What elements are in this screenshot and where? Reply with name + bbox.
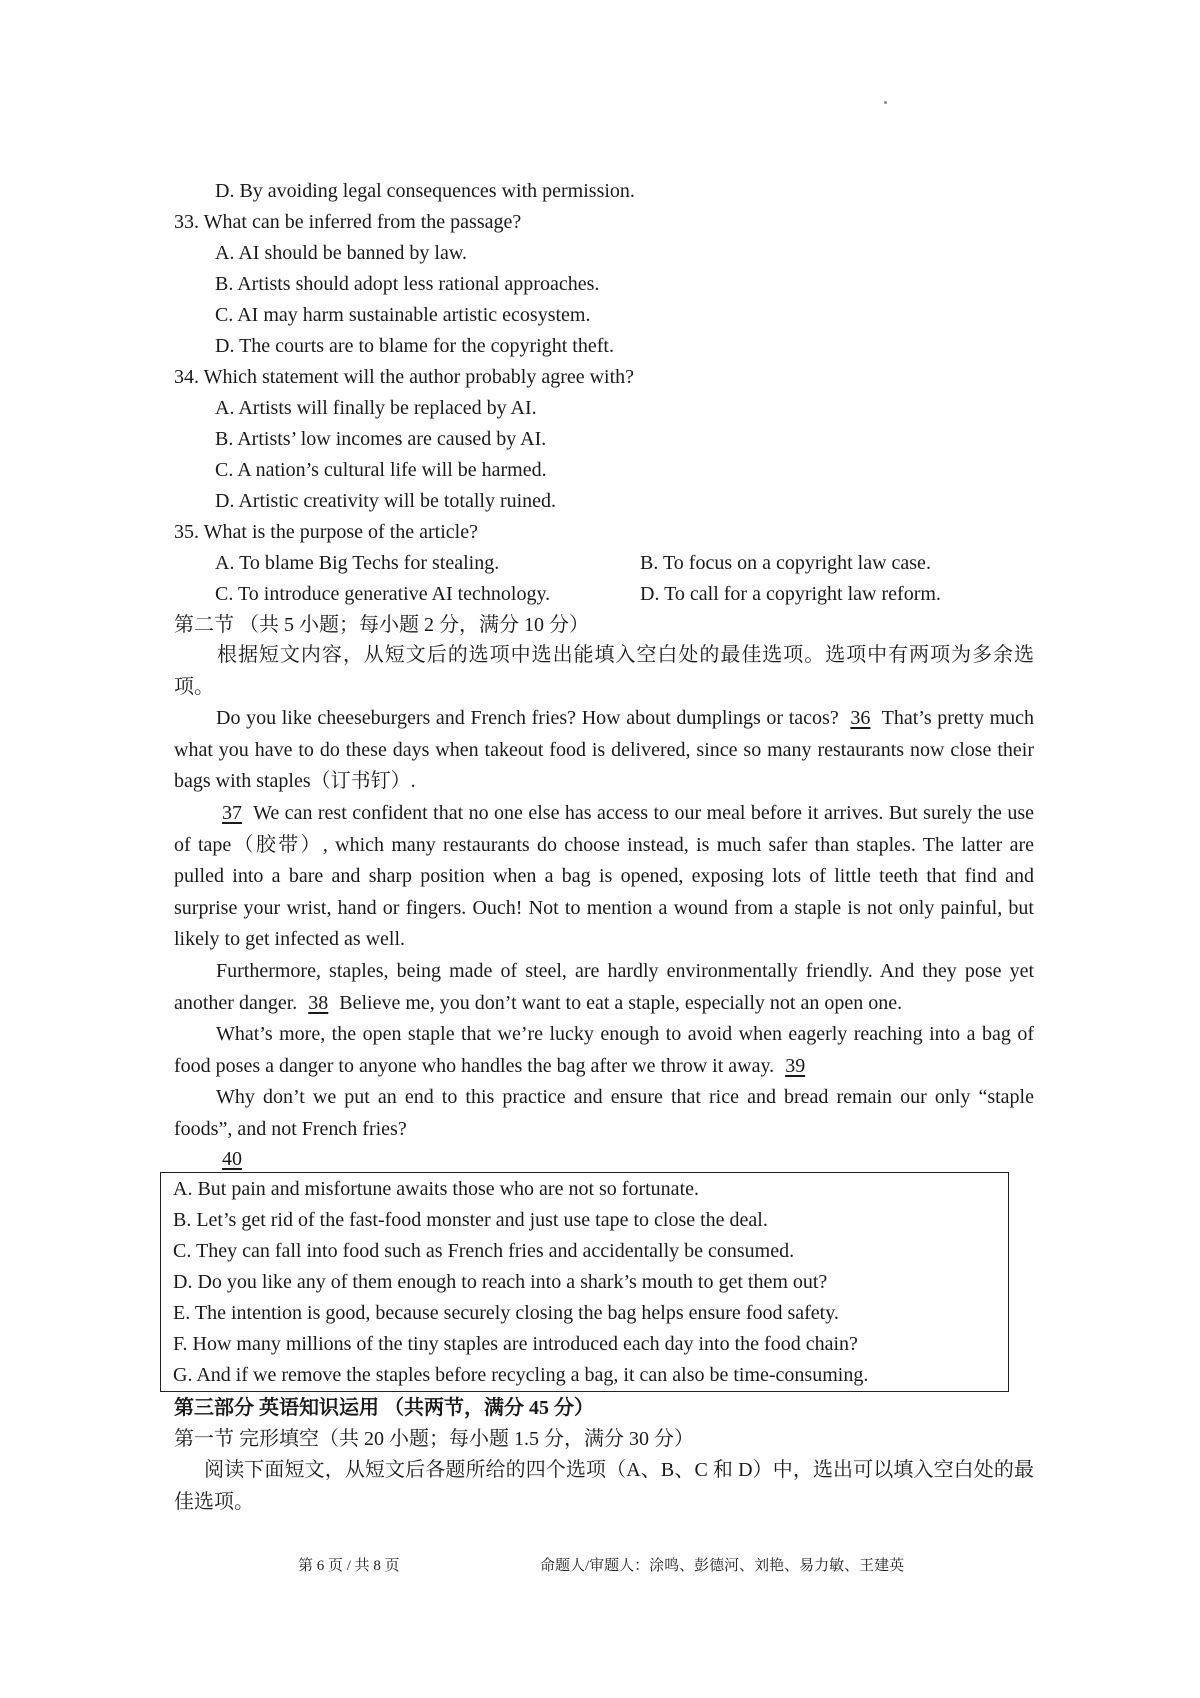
section2-instruction: 根据短文内容，从短文后的选项中选出能填入空白处的最佳选项。选项中有两项为多余选项。 (174, 644, 1034, 698)
passage-paragraph-3: Furthermore, staples, being made of steel, are hardly environmentally friendly. And they pose yet another danger. 38 Believe me, you don’t want to eat a staple, especially not an open one. (174, 956, 1034, 1019)
choice-f: F. How many millions of the tiny staples are introduced each day into the food chain? (173, 1333, 858, 1355)
q35-option-b: B. To focus on a copyright law case. (640, 552, 931, 574)
q34-stem: 34. Which statement will the author probably agree with? (174, 366, 635, 388)
q34-option-d: D. Artistic creativity will be totally ruined. (215, 490, 557, 512)
passage-paragraph-1: Do you like cheeseburgers and French fries? How about dumplings or tacos? 36 That’s pretty much what you have to do these days when takeout food is delivered, since so many restaurants now close their bags with staples（订书钉）. (174, 703, 1034, 798)
page-number: 第 6 页 / 共 8 页 (298, 1558, 400, 1574)
choice-e: E. The intention is good, because securely closing the bag helps ensure food safety. (173, 1302, 839, 1324)
section2-heading: 第二节 （共 5 小题；每小题 2 分，满分 10 分） (174, 614, 589, 636)
q35-stem: 35. What is the purpose of the article? (174, 521, 478, 543)
q33-option-c: C. AI may harm sustainable artistic ecosystem. (215, 304, 591, 326)
q35-option-c: C. To introduce generative AI technology. (215, 583, 551, 605)
blank-39: 39 (785, 1054, 806, 1077)
choices-box (160, 1172, 1009, 1392)
q32-option-d: D. By avoiding legal consequences with permission. (215, 180, 635, 202)
q33-option-a: A. AI should be banned by law. (215, 242, 467, 264)
passage-paragraph-5: Why don’t we put an end to this practice and ensure that rice and bread remain our only “staple foods”, and not French fries? (174, 1086, 1034, 1140)
q35-option-d: D. To call for a copyright law reform. (640, 583, 941, 605)
passage-paragraph-2: 37 We can rest confident that no one else has access to our meal before it arrives. But surely the use of tape（胶带）, which many restaurants do choose instead, is much safer than staples. The latter are pulled into a bare and sharp position when a bag is opened, exposing lots of little teeth that find and surprise your wrist, hand or fingers. Ouch! Not to mention a wound from a staple is not only painful, but likely to get infected as well. (174, 798, 1034, 956)
q34-option-b: B. Artists’ low incomes are caused by AI. (215, 428, 547, 450)
q34-option-c: C. A nation’s cultural life will be harmed. (215, 459, 547, 481)
q34-option-a: A. Artists will finally be replaced by AI. (215, 397, 537, 419)
passage-paragraph-6 (174, 1144, 1034, 1176)
q33-stem: 33. What can be inferred from the passage? (174, 211, 522, 233)
scan-dot (884, 101, 887, 104)
choice-g: G. And if we remove the staples before recycling a bag, it can also be time-consuming. (173, 1364, 869, 1386)
passage-paragraph-4: What’s more, the open staple that we’re lucky enough to avoid when eagerly reaching into a bag of food poses a danger to anyone who handles the bag after we throw it away. 39 (174, 1019, 1034, 1082)
q33-option-b: B. Artists should adopt less rational approaches. (215, 273, 600, 295)
blank-36: 36 (850, 707, 871, 729)
choice-d: D. Do you like any of them enough to reach into a shark’s mouth to get them out? (173, 1271, 828, 1293)
blank-38: 38 (308, 991, 329, 1014)
q35-option-a: A. To blame Big Techs for stealing. (215, 552, 500, 574)
part3-heading: 第三部分 英语知识运用 （共两节，满分 45 分） (174, 1397, 594, 1419)
q33-option-d: D. The courts are to blame for the copyright theft. (215, 335, 614, 357)
choice-b: B. Let’s get rid of the fast-food monster and just use tape to close the deal. (173, 1209, 768, 1231)
footer-authors: 命题人/审题人：涂鸣、彭德河、刘艳、易力敏、王建英 (540, 1558, 905, 1574)
blank-40: 40 (222, 1148, 242, 1170)
choice-c: C. They can fall into food such as French fries and accidentally be consumed. (173, 1240, 795, 1262)
blank-37: 37 (222, 802, 242, 824)
part3-instruction: 阅读下面短文，从短文后各题所给的四个选项（A、B、C 和 D）中，选出可以填入空白处的最佳选项。 (174, 1459, 1034, 1513)
choice-a: A. But pain and misfortune awaits those who are not so fortunate. (173, 1178, 699, 1200)
part3-section1-heading: 第一节 完形填空（共 20 小题；每小题 1.5 分，满分 30 分） (174, 1428, 694, 1450)
